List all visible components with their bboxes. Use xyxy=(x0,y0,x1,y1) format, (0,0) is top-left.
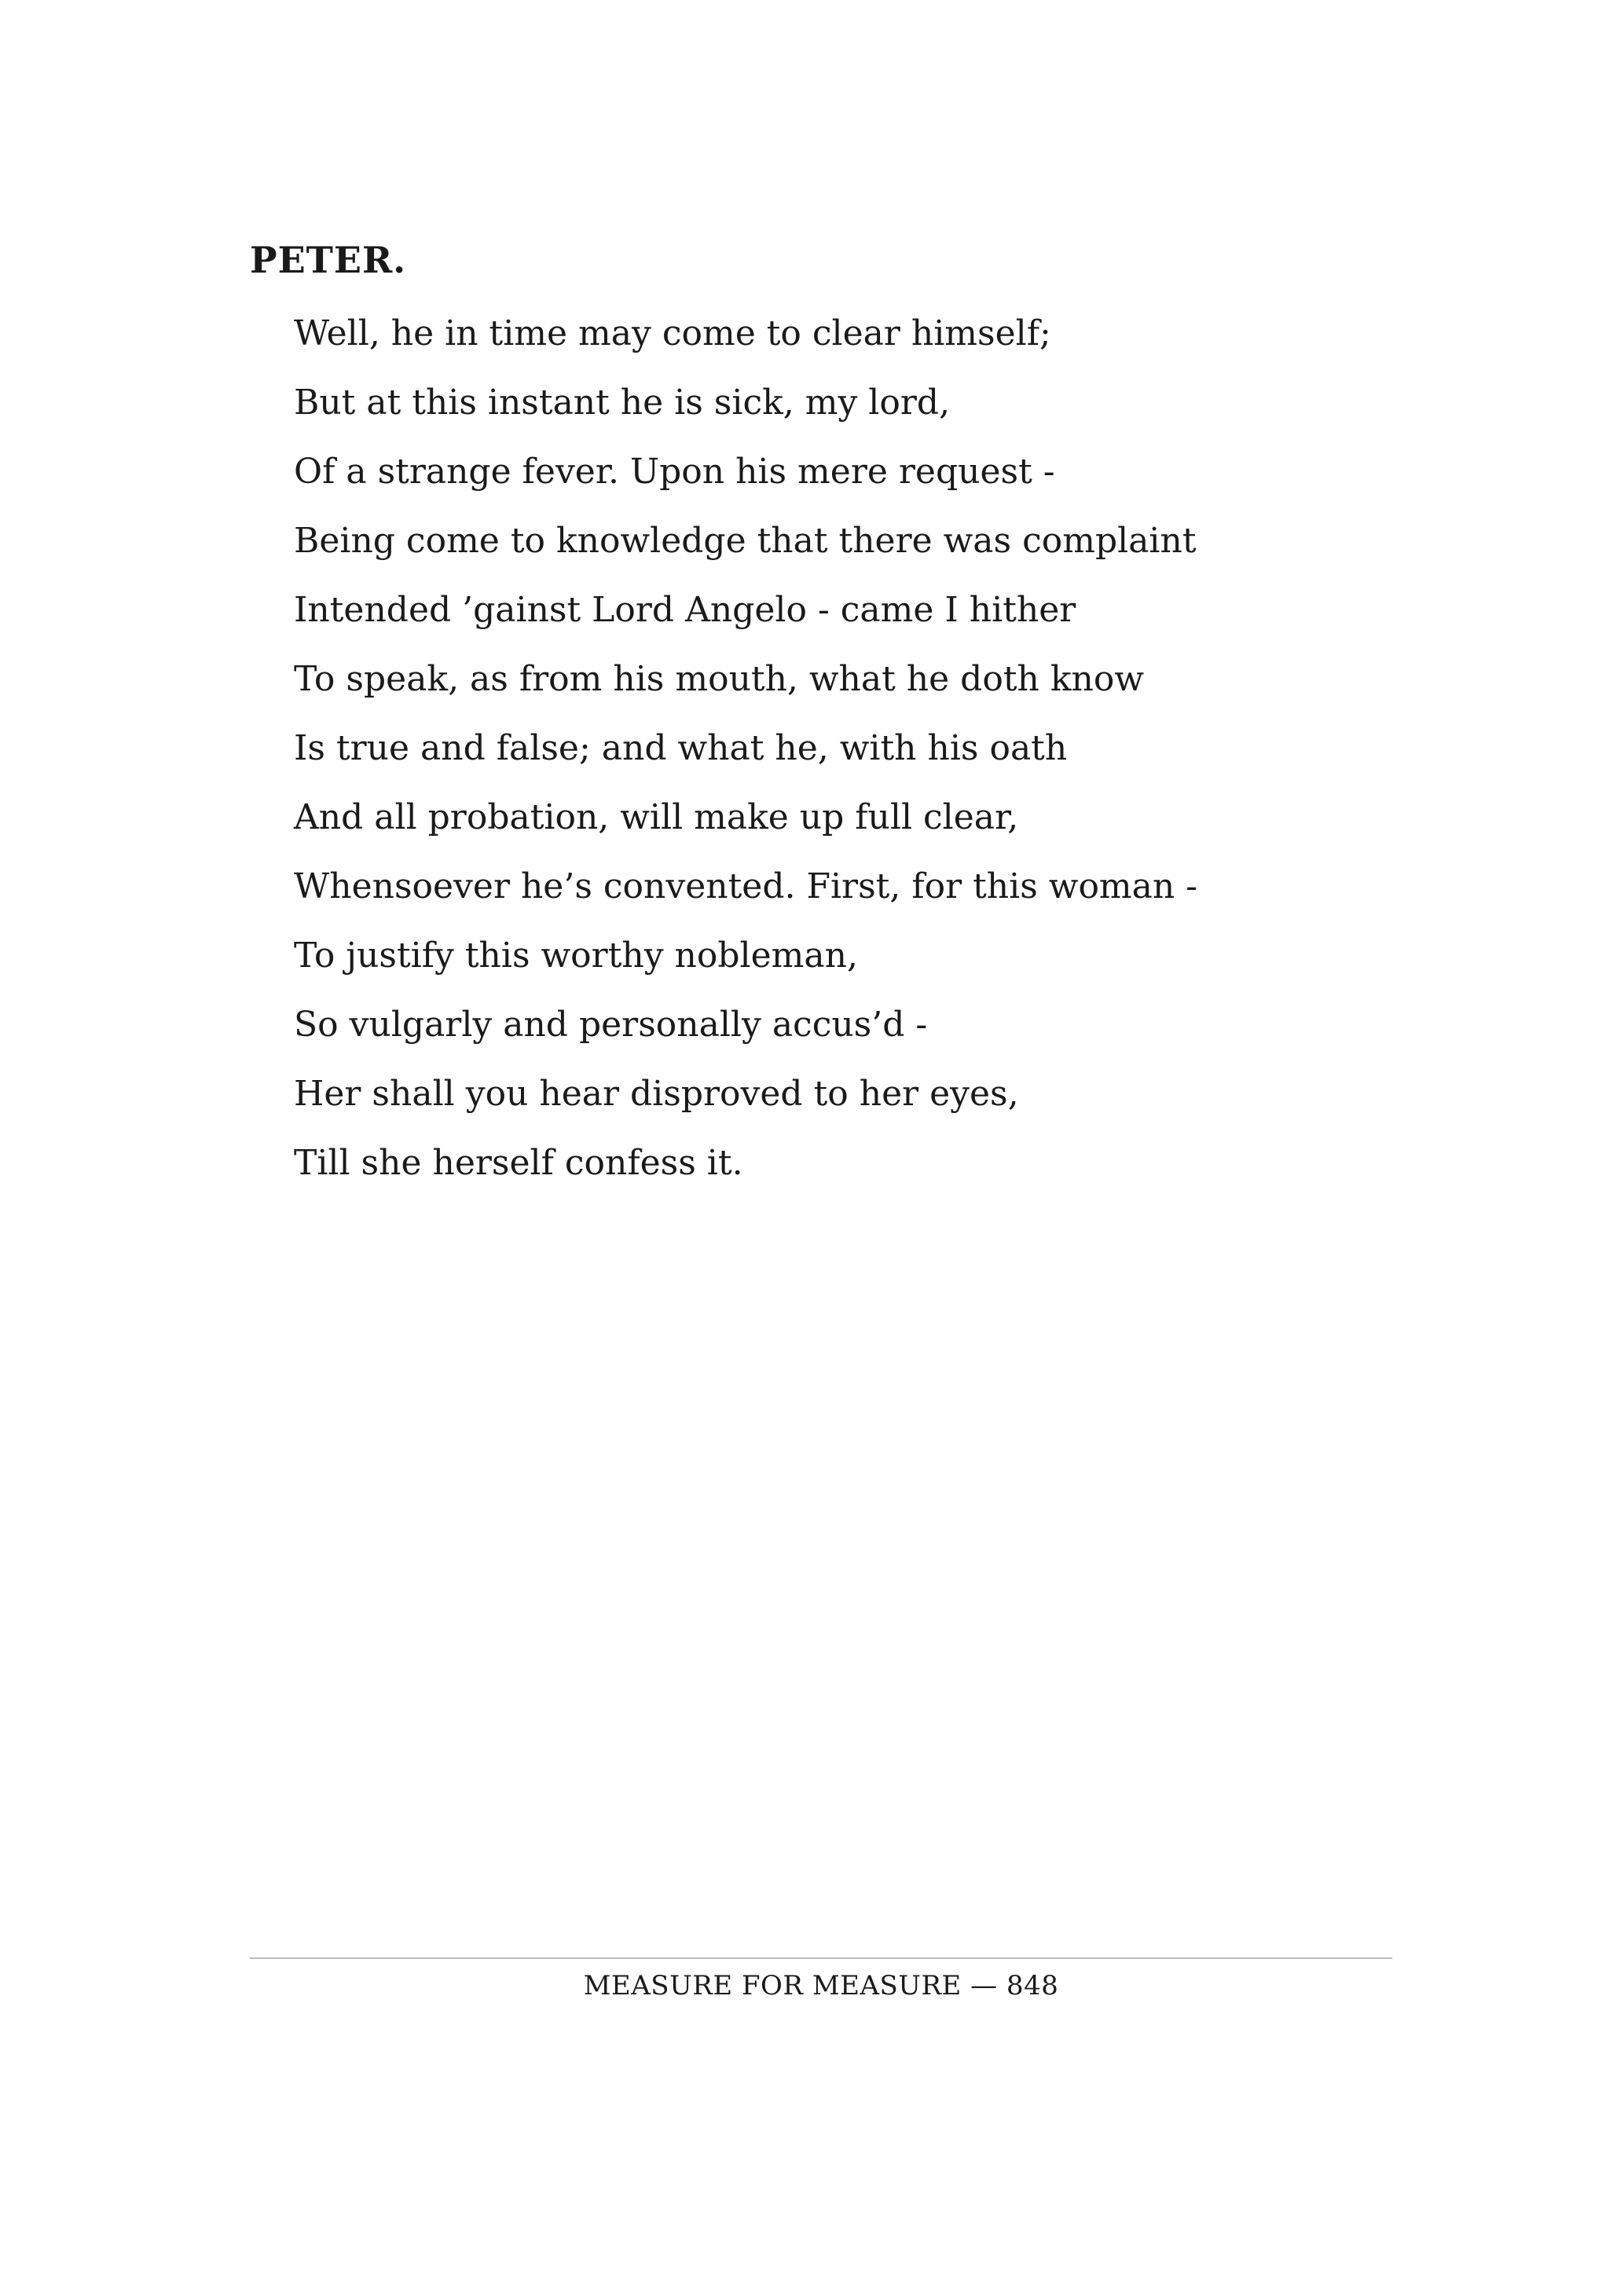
verse-line: Being come to knowledge that there was complaint xyxy=(294,521,1197,561)
verse-line: Of a strange fever. Upon his mere request - xyxy=(294,452,1055,492)
verse-line: To speak, as from his mouth, what he doth know xyxy=(294,659,1144,699)
footer-divider xyxy=(250,1957,1392,1959)
verse-block xyxy=(294,309,1197,1207)
verse-line: So vulgarly and personally accus’d - xyxy=(294,1005,928,1045)
verse-line: And all probation, will make up full clear, xyxy=(294,797,1019,837)
verse-line: Well, he in time may come to clear himself; xyxy=(294,313,1051,353)
verse-line: Whensoever he’s convented. First, for this woman - xyxy=(294,866,1198,906)
verse-line: Is true and false; and what he, with his oath xyxy=(294,728,1068,768)
speaker-name: PETER. xyxy=(250,239,407,281)
running-footer: MEASURE FOR MEASURE — 848 xyxy=(583,1970,1059,2001)
verse-line: Her shall you hear disproved to her eyes, xyxy=(294,1074,1019,1114)
verse-line: But at this instant he is sick, my lord, xyxy=(294,383,951,423)
verse-line: Intended ’gainst Lord Angelo - came I hither xyxy=(294,590,1076,630)
verse-line: Till she herself confess it. xyxy=(294,1143,743,1183)
verse-line: To justify this worthy nobleman, xyxy=(294,936,858,976)
